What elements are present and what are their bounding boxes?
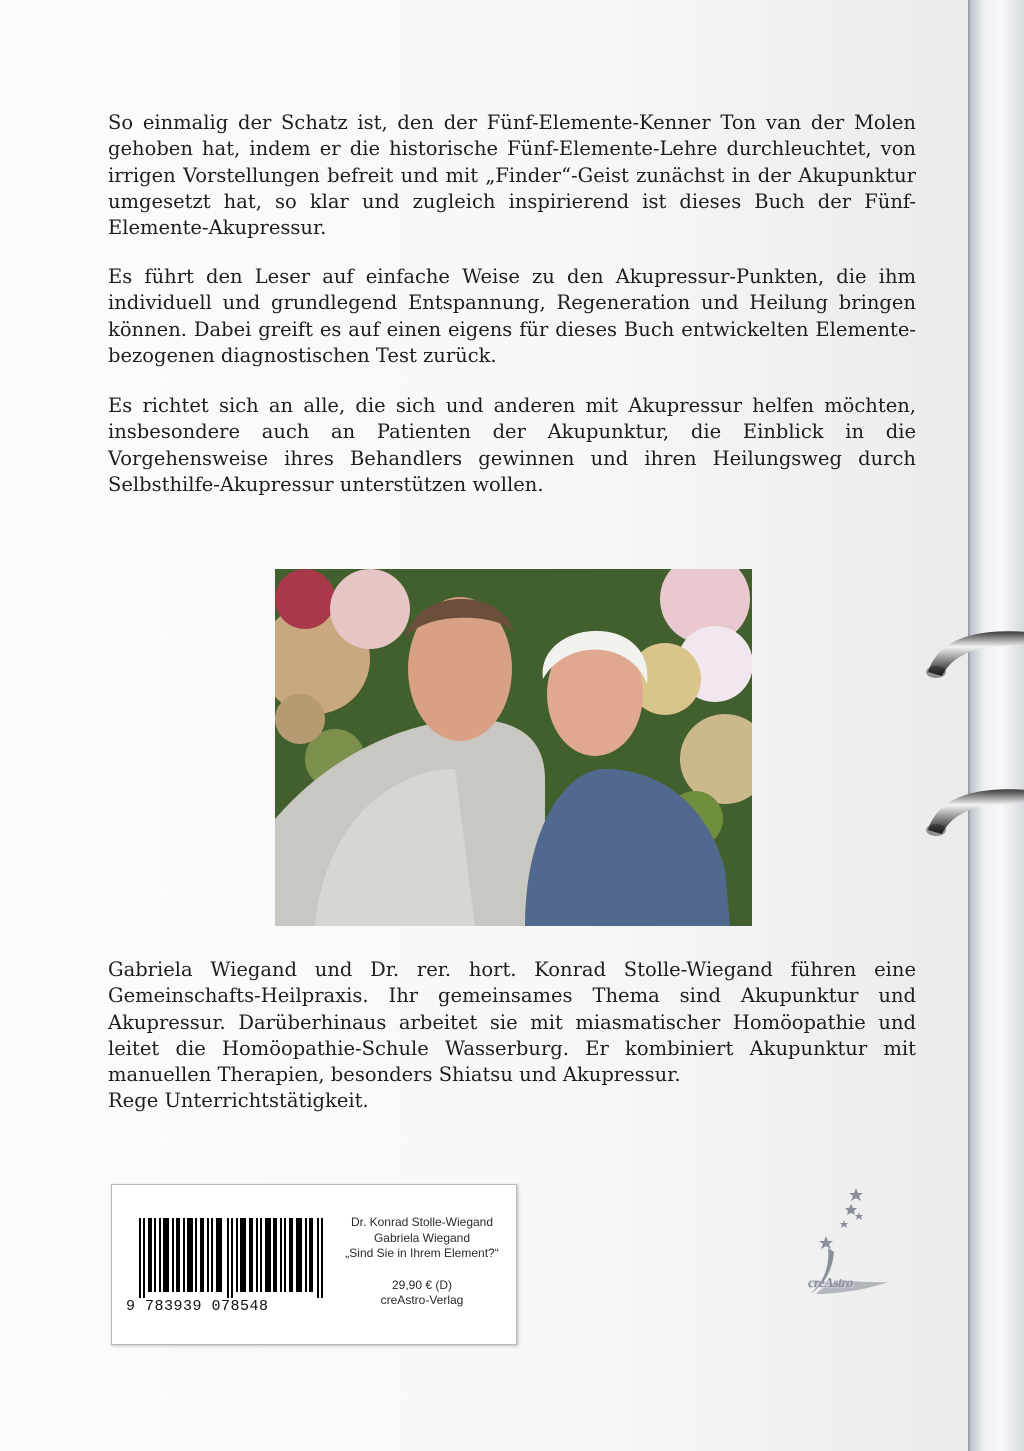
isbn-price-box bbox=[111, 1184, 517, 1345]
book-info bbox=[334, 1215, 510, 1309]
blurb-paragraph-1: So einmalig der Schatz ist, den der Fünf-Elemente-Kenner Ton van der Molen gehoben hat, indem er die historische Fünf-Elemente-Lehre durchleuchtet, von irrigen Vorstellungen befreit und mit „Finder“-Geist zunächst in der Akupunktur umgesetzt hat, so klar und zugleich inspirierend ist dieses Buch der Fünf-Elemente-Akupressur. bbox=[108, 111, 916, 240]
binder-ring-bottom bbox=[918, 778, 1024, 838]
book-title: „Sind Sie in Ihrem Element?“ bbox=[345, 1246, 499, 1260]
blurb-paragraph-3: Es richtet sich an alle, die sich und anderen mit Akupressur helfen möchten, insbesondere auch an Patienten der Akupunktur, die Einblick in die Vorgehensweise ihres Behandlers gewinnen und ihren Heilungsweg durch Selbsthilfe-Akupressur unterstützen wollen. bbox=[108, 394, 916, 496]
authors-bio-last-line: Rege Unterrichtstätigkeit. bbox=[108, 1089, 369, 1113]
isbn-number: 9 783939 078548 bbox=[126, 1298, 269, 1315]
blurb-paragraph-2: Es führt den Leser auf einfache Weise zu den Akupressur-Punkten, die ihm individuell und grundlegend Entspannung, Regeneration und Heilung bringen können. Dabei greift es auf einen eigens für dieses Buch entwickelten Elemente-bezogenen diagnostischen Test zurück. bbox=[108, 265, 916, 367]
publisher-name: creAstro-Verlag bbox=[380, 1293, 464, 1307]
publisher-wordmark: creAstro bbox=[808, 1276, 853, 1291]
author-photo bbox=[275, 569, 752, 926]
binder-ring-top bbox=[918, 620, 1024, 680]
authors-bio bbox=[108, 957, 916, 1115]
isbn-barcode bbox=[139, 1218, 323, 1298]
author-name-1: Dr. Konrad Stolle-Wiegand bbox=[350, 1215, 494, 1229]
book-price: 29,90 € (D) bbox=[391, 1277, 453, 1292]
author-name-2: Gabriela Wiegand bbox=[373, 1230, 471, 1245]
authors-bio-text: Gabriela Wiegand und Dr. rer. hort. Konrad Stolle-Wiegand führen eine Gemeinschafts-Heilpraxis. Ihr gemeinsames Thema sind Akupunktur und Akupressur. Darüberhinaus arbeitet sie mit miasmatischer Homöopathie und leitet die Homöopathie-Schule Wasserburg. Er kombiniert Akupunktur mit manuellen Therapien, besonders Shiatsu und Akupressur. bbox=[108, 958, 916, 1087]
binder-spine bbox=[968, 0, 1024, 1451]
